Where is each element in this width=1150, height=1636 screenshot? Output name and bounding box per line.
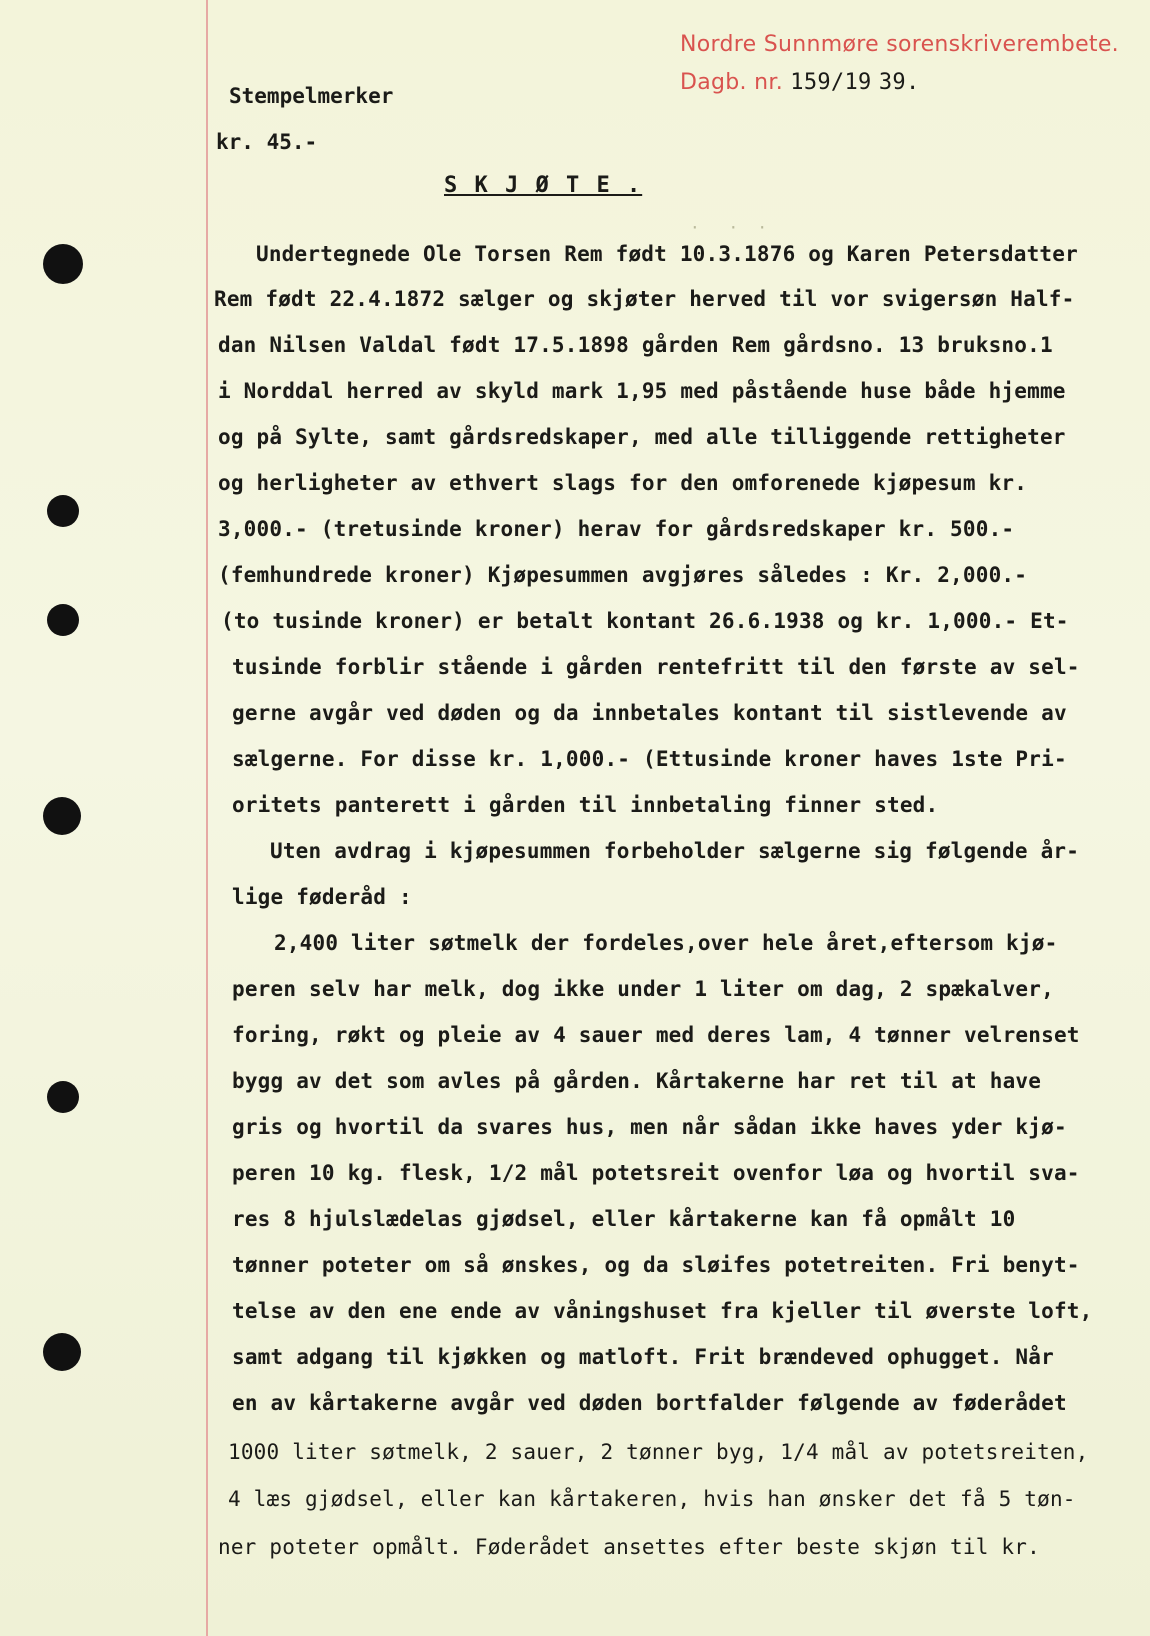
punch-hole-1: [43, 244, 83, 284]
body-line: Rem født 22.4.1872 sælger og skjøter herved til vor svigersøn Half-: [214, 287, 1075, 311]
body-line: ner poteter opmålt. Føderådet ansettes efter beste skjøn til kr.: [218, 1535, 1040, 1559]
document-title: S K J Ø T E .: [444, 173, 643, 198]
body-line: tønner poteter om så ønskes, og da sløifes potetreiten. Fri benyt-: [232, 1253, 1080, 1277]
body-line: peren 10 kg. flesk, 1/2 mål potetsreit ovenfor løa og hvortil sva-: [232, 1161, 1080, 1185]
journal-prefix: Dagb. nr.: [680, 70, 783, 95]
body-line: samt adgang til kjøkken og matloft. Frit brændeved ophugget. Når: [232, 1345, 1054, 1369]
body-line: gerne avgår ved døden og da innbetales kontant til sistlevende av: [232, 701, 1067, 725]
punch-hole-3: [47, 604, 79, 636]
body-line: 2,400 liter søtmelk der fordeles,over hele året,eftersom kjø-: [274, 931, 1058, 955]
punch-hole-2: [47, 495, 79, 527]
body-line: gris og hvortil da svares hus, men når sådan ikke haves yder kjø-: [232, 1115, 1067, 1139]
body-line: og på Sylte, samt gårdsredskaper, med alle tilliggende rettigheter: [218, 425, 1066, 449]
stamp-amount: kr. 45.-: [216, 130, 318, 154]
office-stamp: Nordre Sunnmøre sorenskriverembete.: [680, 32, 1119, 57]
body-line: og herligheter av ethvert slags for den omforenede kjøpesum kr.: [218, 471, 1028, 495]
faint-marks: · · ·: [690, 218, 768, 237]
journal-number: 159/19: [790, 70, 872, 95]
journal-year: 39.: [878, 70, 920, 95]
body-line: 1000 liter søtmelk, 2 sauer, 2 tønner byg, 1/4 mål av potetsreiten,: [228, 1440, 1089, 1464]
body-line: res 8 hjulslædelas gjødsel, eller kårtakerne kan få opmålt 10: [232, 1207, 1016, 1231]
body-line: peren selv har melk, dog ikke under 1 liter om dag, 2 spækalver,: [232, 977, 1054, 1001]
body-line: foring, røkt og pleie av 4 sauer med deres lam, 4 tønner velrenset: [232, 1023, 1080, 1047]
body-line: oritets panterett i gården til innbetaling finner sted.: [232, 793, 939, 817]
body-line: bygg av det som avles på gården. Kårtakerne har ret til at have: [232, 1069, 1042, 1093]
margin-line: [206, 0, 208, 1636]
body-line: Undertegnede Ole Torsen Rem født 10.3.1876 og Karen Petersdatter: [256, 242, 1078, 266]
body-line: (to tusinde kroner) er betalt kontant 26.6.1938 og kr. 1,000.- Et-: [221, 609, 1069, 633]
body-line: Uten avdrag i kjøpesummen forbeholder sælgerne sig følgende år-: [270, 839, 1080, 863]
journal-stamp: [680, 70, 920, 95]
punch-hole-4: [43, 797, 81, 835]
body-line: i Norddal herred av skyld mark 1,95 med påstående huse både hjemme: [218, 379, 1066, 403]
body-line: dan Nilsen Valdal født 17.5.1898 gården Rem gårdsno. 13 bruksno.1: [218, 333, 1053, 357]
body-line: (femhundrede kroner) Kjøpesummen avgjøres således : Kr. 2,000.-: [218, 563, 1028, 587]
body-line: sælgerne. For disse kr. 1,000.- (Ettusinde kroner haves 1ste Pri-: [232, 747, 1067, 771]
body-line: lige føderåd :: [232, 885, 412, 909]
punch-hole-5: [47, 1081, 79, 1113]
body-line: 3,000.- (tretusinde kroner) herav for gårdsredskaper kr. 500.-: [218, 517, 1015, 541]
punch-hole-6: [43, 1333, 81, 1371]
body-line: en av kårtakerne avgår ved døden bortfalder følgende av føderådet: [232, 1391, 1067, 1415]
body-line: 4 læs gjødsel, eller kan kårtakeren, hvis han ønsker det få 5 tøn-: [228, 1487, 1076, 1511]
stamp-label: Stempelmerker: [229, 84, 394, 108]
body-line: telse av den ene ende av våningshuset fra kjeller til øverste loft,: [232, 1299, 1093, 1323]
body-line: tusinde forblir stående i gården rentefritt til den første av sel-: [232, 655, 1080, 679]
